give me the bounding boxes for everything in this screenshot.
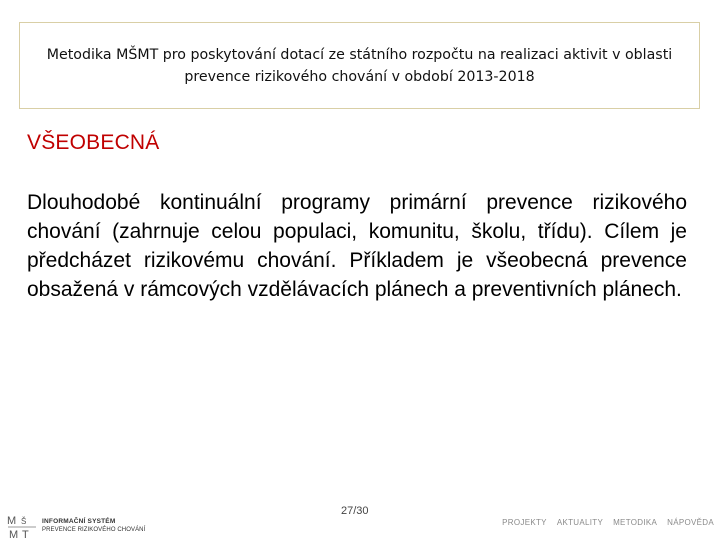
logo-line-1: INFORMAČNÍ SYSTÉM — [42, 518, 116, 525]
nav-link-napoveda[interactable]: NÁPOVĚDA — [667, 518, 714, 527]
footer-nav — [502, 518, 714, 527]
section-title: VŠEOBECNÁ — [27, 131, 160, 154]
header-text — [47, 44, 672, 88]
msmt-logo-icon — [6, 513, 38, 539]
header-box — [19, 22, 700, 109]
nav-link-projekty[interactable]: PROJEKTY — [502, 518, 547, 527]
svg-text:M: M — [7, 515, 17, 527]
svg-text:Š: Š — [21, 517, 27, 526]
logo-line-2: PREVENCE RIZIKOVÉHO CHOVÁNÍ — [42, 527, 146, 533]
svg-text:M: M — [9, 529, 19, 539]
svg-text:T: T — [22, 529, 29, 539]
nav-link-metodika[interactable]: METODIKA — [613, 518, 658, 527]
header-line-2: prevence rizikového chování v období 2013-2018 — [184, 68, 535, 85]
nav-link-aktuality[interactable]: AKTUALITY — [556, 518, 604, 527]
body-paragraph: Dlouhodobé kontinuální programy primární prevence rizikového chování (zahrnuje celou populaci, komunitu, školu, třídu). Cílem je předcházet rizikovému chování. Příkladem je všeobecná prevence obsažená v rámcových vzdělávacích plánech a preventivních plánech. — [27, 191, 687, 301]
page-number: 27/30 — [341, 505, 369, 517]
footer-logo — [6, 513, 145, 539]
header-line-1: Metodika MŠMT pro poskytování dotací ze státního rozpočtu na realizaci aktivit v oblasti — [46, 46, 673, 63]
